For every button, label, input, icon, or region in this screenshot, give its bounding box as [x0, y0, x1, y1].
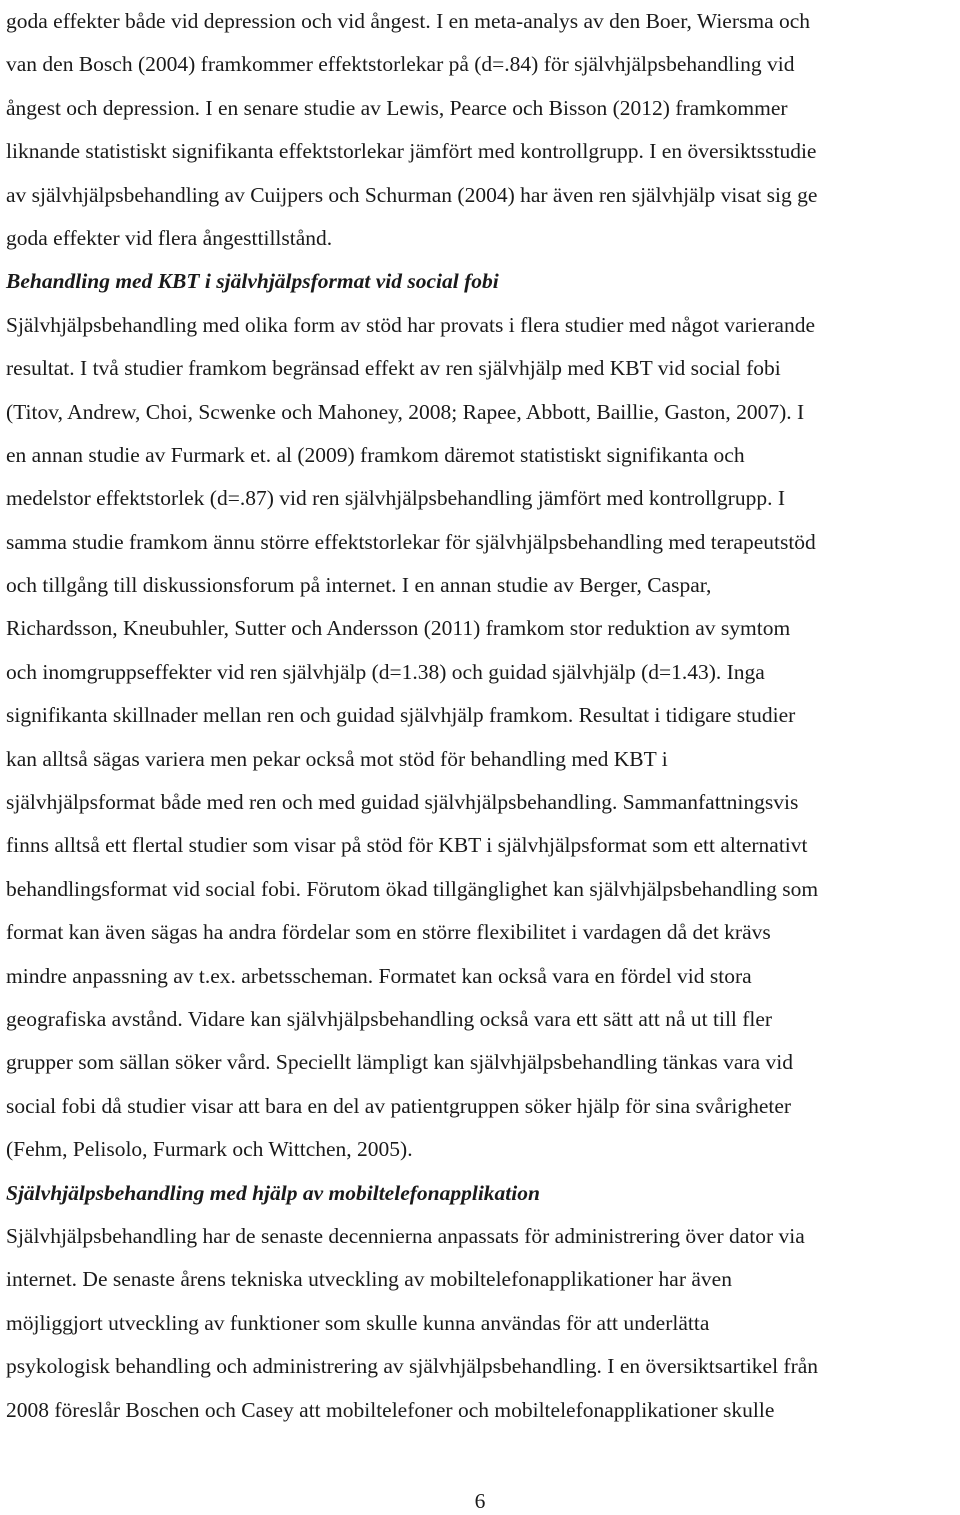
text-line: geografiska avstånd. Vidare kan självhjälpsbehandling också vara ett sätt att nå ut till fler	[6, 1006, 773, 1031]
text-line: samma studie framkom ännu större effektstorlekar för självhjälpsbehandling med terapeutstöd	[6, 529, 816, 554]
text-line: 2008 föreslår Boschen och Casey att mobiltelefoner och mobiltelefonapplikationer skulle	[6, 1397, 775, 1422]
text-line: och tillgång till diskussionsforum på internet. I en annan studie av Berger, Caspar,	[6, 573, 712, 598]
text-line: av självhjälpsbehandling av Cuijpers och Schurman (2004) har även ren självhjälp visat sig ge	[6, 182, 818, 207]
text-line: mindre anpassning av t.ex. arbetsscheman. Formatet kan också vara en fördel vid stora	[6, 963, 752, 988]
section-heading: Självhjälpsbehandling med hjälp av mobiltelefonapplikation	[6, 1180, 540, 1205]
text-line: en annan studie av Furmark et. al (2009) framkom däremot statistiskt signifikanta och	[6, 442, 745, 467]
text-line: grupper som sällan söker vård. Speciellt lämpligt kan självhjälpsbehandling tänkas vara vid	[6, 1050, 793, 1075]
text-line: internet. De senaste årens tekniska utveckling av mobiltelefonapplikationer har även	[6, 1267, 732, 1292]
text-line: format kan även sägas ha andra fördelar som en större flexibilitet i vardagen då det krävs	[6, 920, 771, 945]
text-line: behandlingsformat vid social fobi. Förutom ökad tillgänglighet kan självhjälpsbehandling som	[6, 876, 819, 901]
text-line: Självhjälpsbehandling med olika form av stöd har provats i flera studier med något varierande	[6, 312, 816, 337]
text-line: Självhjälpsbehandling har de senaste decennierna anpassats för administrering över dator via	[6, 1223, 805, 1248]
body-text	[6, 0, 958, 1432]
text-line: finns alltså ett flertal studier som visar på stöd för KBT i självhjälpsformat som ett alternativt	[6, 833, 808, 858]
text-line: Richardsson, Kneubuhler, Sutter och Andersson (2011) framkom stor reduktion av symtom	[6, 616, 791, 641]
text-line: ångest och depression. I en senare studie av Lewis, Pearce och Bisson (2012) framkommer	[6, 95, 788, 120]
text-line: möjliggjort utveckling av funktioner som skulle kunna användas för att underlätta	[6, 1310, 710, 1335]
text-line: (Titov, Andrew, Choi, Scwenke och Mahoney, 2008; Rapee, Abbott, Baillie, Gaston, 2007). I	[6, 399, 805, 424]
text-line: medelstor effektstorlek (d=.87) vid ren självhjälpsbehandling jämfört med kontrollgrupp. I	[6, 486, 785, 511]
text-line: resultat. I två studier framkom begränsad effekt av ren självhjälp med KBT vid social fobi	[6, 356, 781, 381]
text-line: (Fehm, Pelisolo, Furmark och Wittchen, 2005).	[6, 1137, 413, 1162]
text-line: liknande statistiskt signifikanta effektstorlekar jämfört med kontrollgrupp. I en översiktsstudie	[6, 139, 817, 164]
text-line: van den Bosch (2004) framkommer effektstorlekar på (d=.84) för självhjälpsbehandling vid	[6, 52, 795, 77]
text-line: kan alltså sägas variera men pekar också mot stöd för behandling med KBT i	[6, 746, 668, 771]
page-number: 6	[474, 1489, 486, 1513]
text-line: psykologisk behandling och administrering av självhjälpsbehandling. I en översiktsartikel från	[6, 1354, 819, 1379]
text-line: självhjälpsformat både med ren och med guidad självhjälpsbehandling. Sammanfattningsvis	[6, 790, 799, 815]
text-line: social fobi då studier visar att bara en del av patientgruppen söker hjälp för sina svårigheter	[6, 1093, 792, 1118]
text-line: och inomgruppseffekter vid ren självhjälp (d=1.38) och guidad självhjälp (d=1.43). Inga	[6, 659, 765, 684]
text-line: goda effekter vid flera ångesttillstånd.	[6, 225, 333, 250]
section-heading: Behandling med KBT i självhjälpsformat vid social fobi	[6, 269, 499, 294]
text-line: goda effekter både vid depression och vid ångest. I en meta-analys av den Boer, Wiersma och	[6, 9, 811, 33]
text-line: signifikanta skillnader mellan ren och guidad självhjälp framkom. Resultat i tidigare studier	[6, 703, 796, 728]
